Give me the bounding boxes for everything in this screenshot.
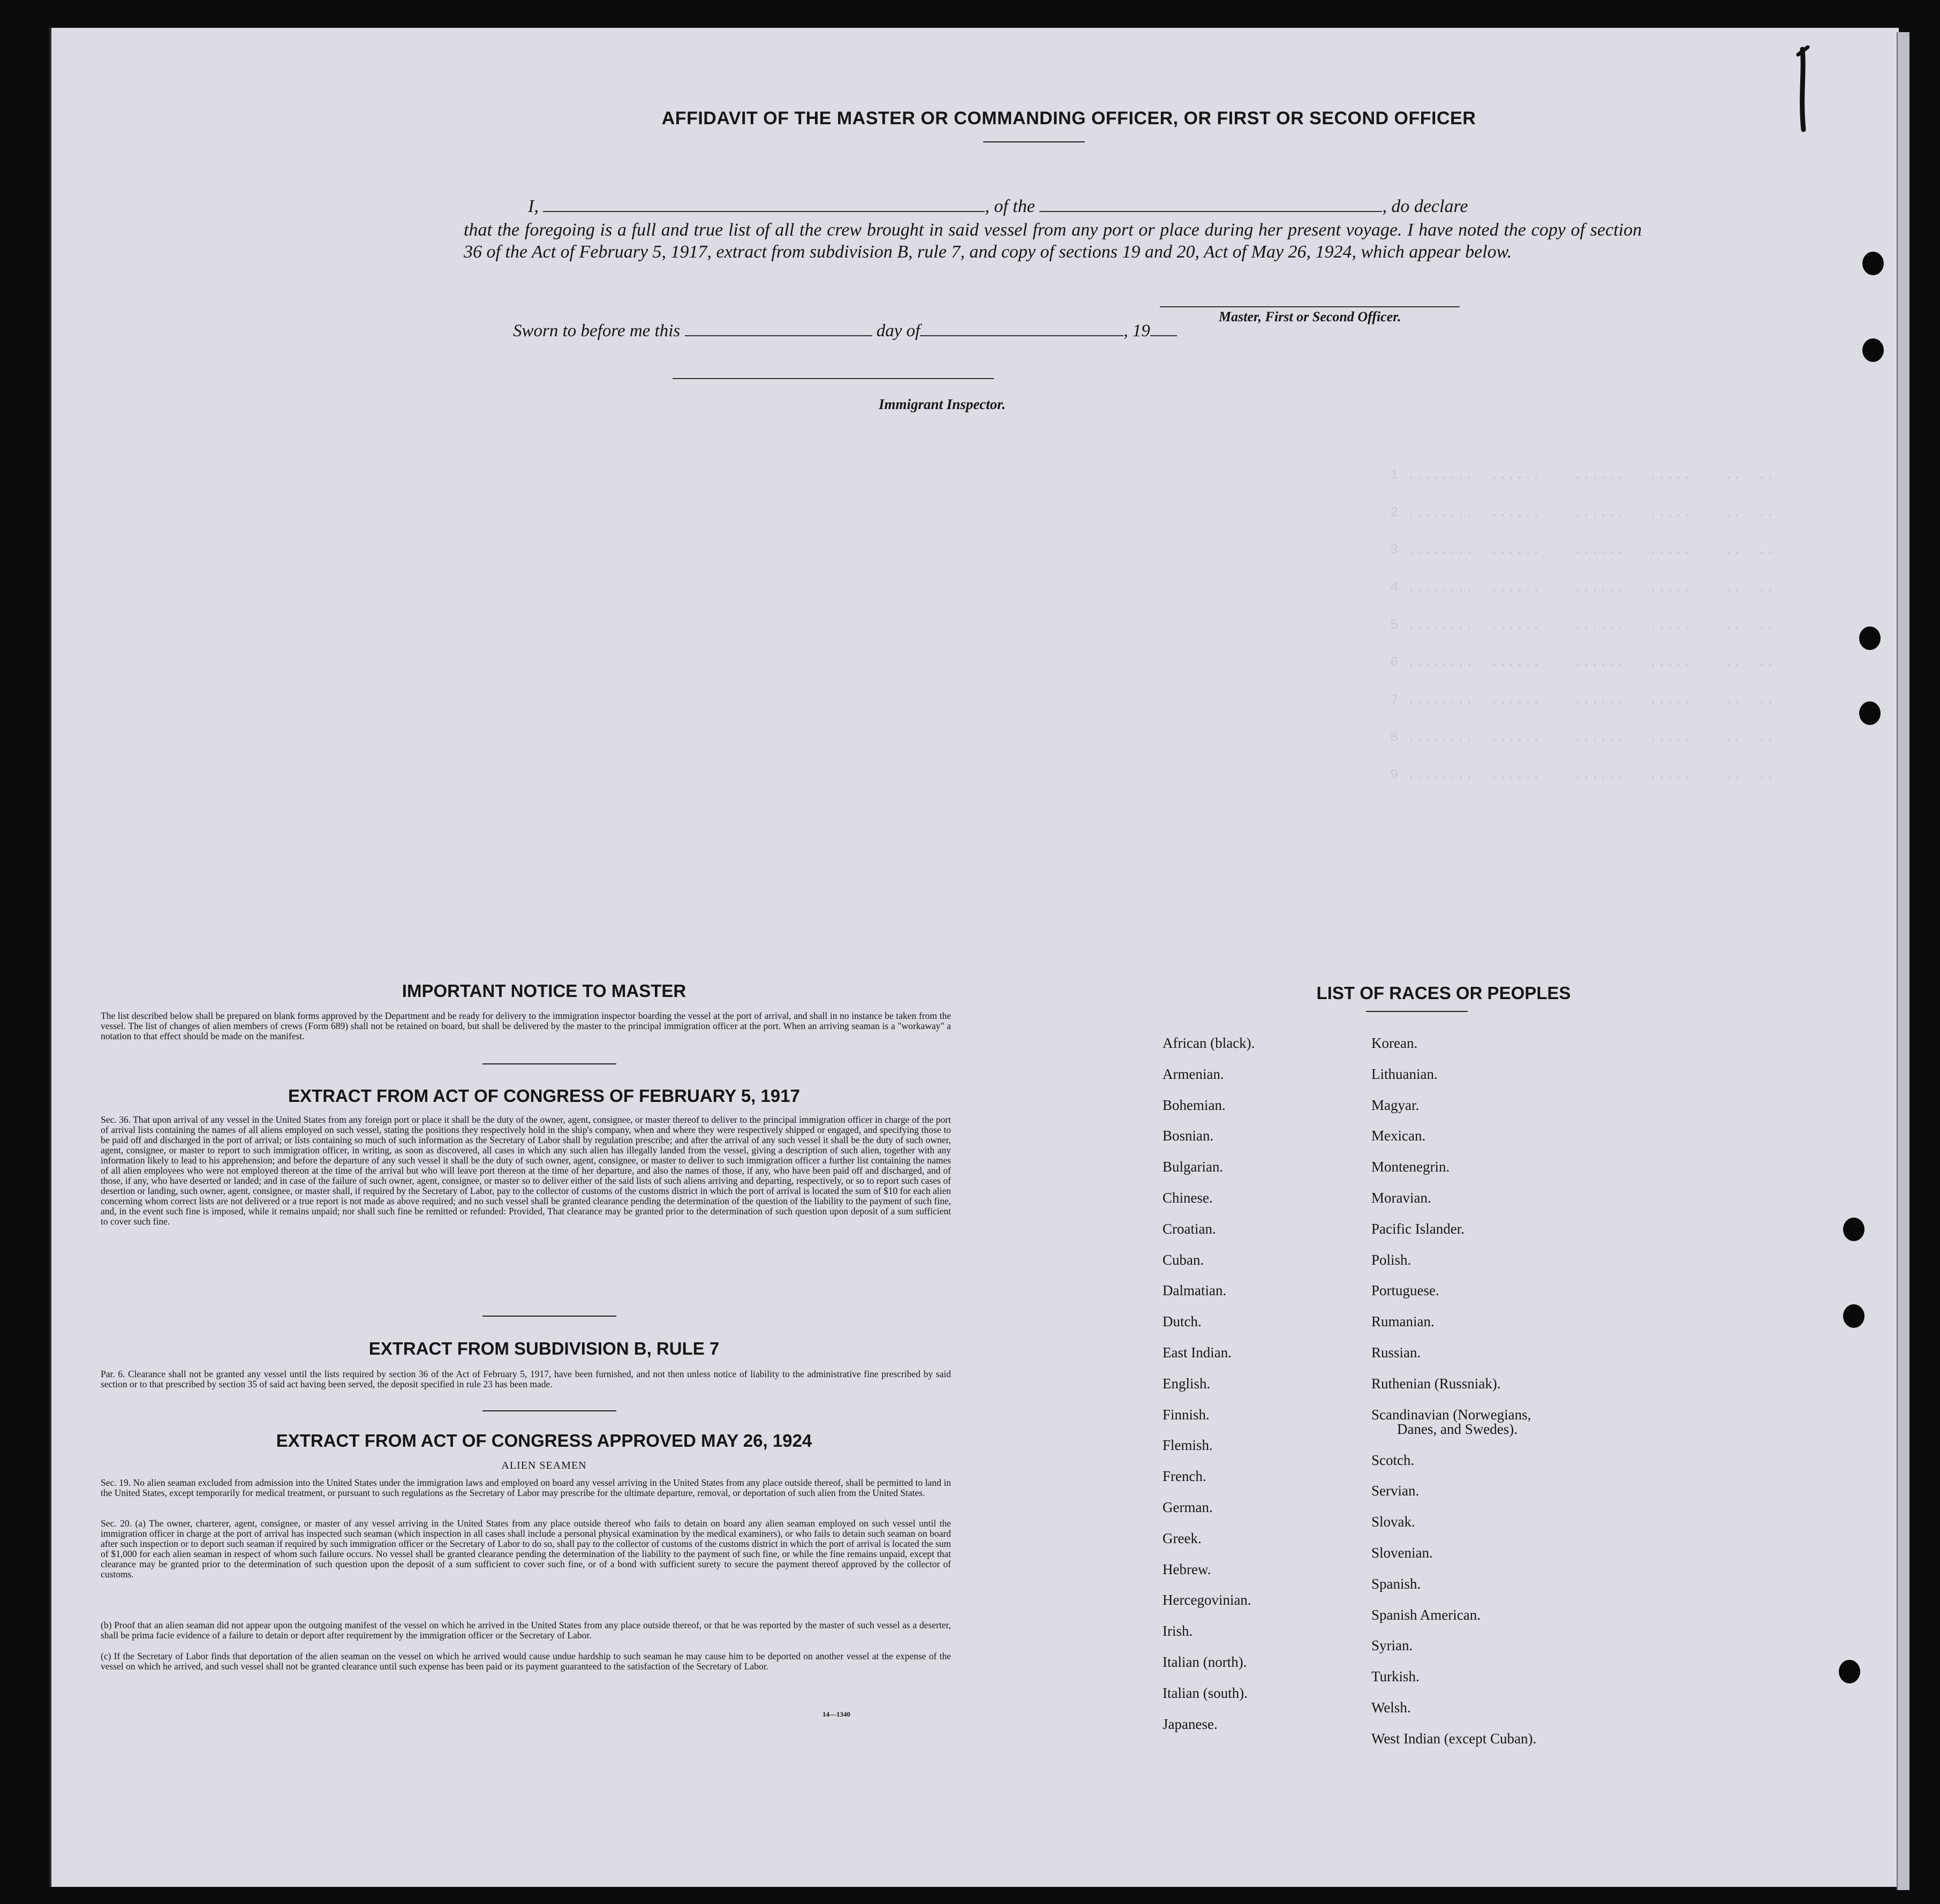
race-item: Japanese. bbox=[1163, 1716, 1218, 1732]
extract-1917-title: EXTRACT FROM ACT OF CONGRESS OF FEBRUARY 5, 1917 bbox=[288, 1086, 800, 1106]
race-item: Chinese. bbox=[1163, 1189, 1213, 1206]
races-title-rule bbox=[1366, 1011, 1468, 1012]
extract-1924-subtitle: ALIEN SEAMEN bbox=[501, 1460, 587, 1471]
punch-hole bbox=[1843, 1304, 1864, 1328]
race-item: African (black). bbox=[1163, 1035, 1255, 1051]
race-item: Russian. bbox=[1371, 1344, 1421, 1361]
punch-hole bbox=[1862, 252, 1884, 275]
punch-hole bbox=[1859, 626, 1881, 650]
affidavit-body: that the foregoing is a full and true list of all the crew brought in said vessel from any port or place during her present voyage. I have noted the copy of section 36 of the Act of February 5, 1917, extract from subdivision B, rule 7, and copy of sections 19 and 20, Act of May 26, 1924, which appear below. bbox=[464, 220, 1642, 262]
race-item: Korean. bbox=[1371, 1035, 1418, 1051]
affidavit-name-blank bbox=[543, 211, 985, 212]
notice-body: The list described below shall be prepared on blank forms approved by the Department and be ready for delivery to the immigration inspector boarding the vessel at the port of arrival, and shall in no instance be taken from the vessel. The list of changes of alien members of crews (Form 689) shall not be retained on board, but shall be delivered by the master to the principal immigration officer at the port. When an arriving seaman is a "workaway" a notation to that effect should be made on the manifest. bbox=[101, 1010, 951, 1041]
races-list-left bbox=[1163, 1028, 1255, 1740]
race-item: Dalmatian. bbox=[1163, 1282, 1227, 1299]
race-item: Dutch. bbox=[1163, 1313, 1202, 1330]
race-item: Turkish. bbox=[1371, 1668, 1420, 1685]
race-item: Danes, and Swedes). bbox=[1397, 1421, 1518, 1437]
notice-title: IMPORTANT NOTICE TO MASTER bbox=[402, 981, 686, 1001]
race-item: Bosnian. bbox=[1163, 1128, 1214, 1144]
race-item: Spanish. bbox=[1371, 1575, 1421, 1592]
form-number: 14—1340 bbox=[822, 1710, 850, 1718]
affidavit-of-the-label: , of the bbox=[985, 197, 1035, 216]
sworn-month-blank bbox=[920, 335, 1123, 336]
sworn-year-blank bbox=[1150, 335, 1177, 336]
race-item: Armenian. bbox=[1163, 1066, 1224, 1082]
sworn-line bbox=[513, 321, 1177, 341]
race-item: Cuban. bbox=[1163, 1251, 1204, 1268]
races-title: LIST OF RACES OR PEOPLES bbox=[1316, 983, 1571, 1003]
affidavit-declare-label: , do declare bbox=[1382, 197, 1468, 216]
race-item: West Indian (except Cuban). bbox=[1371, 1730, 1537, 1747]
race-item: Polish. bbox=[1371, 1251, 1411, 1268]
race-item: Lithuanian. bbox=[1371, 1066, 1438, 1082]
sworn-label: Sworn to before me this bbox=[513, 321, 681, 341]
notice-rule bbox=[482, 1063, 616, 1064]
race-item: Italian (north). bbox=[1163, 1653, 1247, 1670]
form-page bbox=[49, 28, 1899, 1887]
affidavit-title-rule bbox=[983, 141, 1085, 142]
handwritten-mark bbox=[1786, 44, 1818, 140]
race-item: Mexican. bbox=[1371, 1128, 1426, 1144]
extract-1917-rule bbox=[482, 1316, 616, 1317]
races-list-right bbox=[1371, 1028, 1536, 1755]
race-item: Spanish American. bbox=[1371, 1606, 1481, 1623]
race-item: Finnish. bbox=[1163, 1406, 1210, 1423]
sworn-day-blank bbox=[685, 335, 872, 336]
race-item: Magyar. bbox=[1371, 1097, 1420, 1113]
race-item: Rumanian. bbox=[1371, 1313, 1435, 1330]
race-item: Hebrew. bbox=[1163, 1561, 1211, 1577]
extract-1924-title: EXTRACT FROM ACT OF CONGRESS APPROVED MAY 26, 1924 bbox=[276, 1431, 812, 1450]
inspector-label: Immigrant Inspector. bbox=[879, 396, 1006, 412]
race-item: Flemish. bbox=[1163, 1437, 1213, 1454]
race-item: Slovenian. bbox=[1371, 1544, 1433, 1561]
punch-hole bbox=[1859, 701, 1881, 725]
race-item: German. bbox=[1163, 1499, 1213, 1515]
race-item: Bohemian. bbox=[1163, 1097, 1226, 1113]
race-item: Scandinavian (Norwegians, bbox=[1371, 1406, 1531, 1423]
extract-rule7-body: Par. 6. Clearance shall not be granted any vessel until the lists required by section 36 of the Act of February 5, 1917, have been furnished, and not then unless notice of liability to the administrative fine prescribed by said section or to that prescribed by section 35 of said act having been served, the deposit specified in rule 23 has been made. bbox=[101, 1369, 951, 1389]
extract-1924-sec20c: (c) If the Secretary of Labor finds that deportation of the alien seaman on the vessel on which he arrived would cause undue hardship to such seaman he may cause him to be deported on another vessel at the expense of the vessel on which he arrived, and such vessel shall not be granted clearance until such expense has been paid or its payment guaranteed to the satisfaction of the Secretary of Labor. bbox=[101, 1651, 951, 1672]
extract-1924-sec19: Sec. 19. No alien seaman excluded from admission into the United States under the immigration laws and employed on board any vessel arriving in the United States from any place outside thereof, shall be permitted to land in the United States, except temporarily for medical treatment, or pursuant to such regulations as the Secretary of Labor may prescribe for the ultimate departure, removal, or deportation of such alien from the United States. bbox=[101, 1477, 951, 1498]
extract-1924-sec20b: (b) Proof that an alien seaman did not appear upon the outgoing manifest of the vessel on which he arrived in the United States from any place outside thereof, or that he was reported by the master of such vessel as a deserter, shall be prima facie evidence of a failure to detain or deport after requirement by the immigration officer or the Secretary of Labor. bbox=[101, 1620, 951, 1641]
race-item: Italian (south). bbox=[1163, 1684, 1248, 1701]
race-item: East Indian. bbox=[1163, 1344, 1232, 1361]
extract-1924-sec20a: Sec. 20. (a) The owner, charterer, agent, consignee, or master of any vessel arriving in the United States from any place outside thereof who fails to detain on board any alien seaman employed on such vessel until the immigration officer in charge at the port of arrival has inspected such seaman (which inspection in all cases shall include a personal physical examination by the medical examiners), or who fails to detain such seaman on board after such inspection or to deport such seaman if required by such immigration officer or the Secretary of Labor to do so, shall pay to the collector of customs of the customs district in which the port of arrival is located the sum of $1,000 for each alien seaman in respect of whom such failure occurs. No vessel shall be granted clearance pending the determination of the liability to the payment of such fine, or while the fine remains unpaid, except that clearance may be granted prior to the determination of such question upon the deposit of a sum sufficient to cover such fine, or of a bond with sufficient surety to secure the payment thereof approved by the collector of customs. bbox=[101, 1518, 951, 1580]
race-item: Welsh. bbox=[1371, 1699, 1411, 1716]
race-item: Servian. bbox=[1371, 1483, 1420, 1499]
race-item: English. bbox=[1163, 1375, 1211, 1392]
punch-hole bbox=[1862, 338, 1884, 362]
page-edge bbox=[1897, 32, 1909, 1890]
race-item: Portuguese. bbox=[1371, 1282, 1439, 1299]
signature-label: Master, First or Second Officer. bbox=[1219, 309, 1401, 324]
punch-hole bbox=[1839, 1660, 1860, 1683]
race-item: Scotch. bbox=[1371, 1452, 1415, 1468]
bleed-through-texture: 1 ........ ...... ...... ..... .. .. 2 ........ ...... ...... ..... .. .. 3 ........ ...... ...... ..... .. .. 4 ........ ...... ...... ..... .. .. 5 ........ ...... ...... ..... .. .. 6 ........ ...... ...... ..... .. .. 7 ........ ...... ...... ..... .. .. 8 ........ ...... ...... ..... .. .. 9 ........ ...... ...... ..... .. .. bbox=[1390, 467, 1775, 783]
inspector-signature-blank bbox=[673, 378, 994, 379]
race-item: Slovak. bbox=[1371, 1514, 1415, 1530]
extract-rule7-rule bbox=[482, 1410, 616, 1411]
race-item: Montenegrin. bbox=[1371, 1159, 1450, 1175]
punch-hole bbox=[1843, 1218, 1864, 1241]
signature-blank bbox=[1160, 306, 1460, 307]
day-of-label: day of bbox=[876, 321, 920, 341]
race-item: Hercegovinian. bbox=[1163, 1592, 1251, 1608]
race-item: Pacific Islander. bbox=[1371, 1220, 1465, 1237]
extract-1917-body: Sec. 36. That upon arrival of any vessel in the United States from any foreign port or place it shall be the duty of the owner, agent, consignee, or master thereof to deliver to the principal immigration officer in charge of the port of arrival lists containing the names of all aliens employed on such vessel, stating the positions they respectively hold in the ship's company, when and where they were respectively shipped or engaged, and specifying those to be paid off and discharged in the port of arrival; or lists containing so much of such information as the Secretary of Labor shall by regulation prescribe; and after the arrival of any such vessel it shall be the duty of such owner, agent, consignee, or master to report to such immigration officer, in writing, as soon as discovered, all cases in which any such alien has illegally landed from the vessel, giving a description of such alien, together with any information likely to lead to his apprehension; and before the departure of any such vessel it shall be the duty of such owner, agent, consignee, or master to deliver to such immigration officer a further list containing the names of all alien employees who were not employed thereon at the time of the arrival but who will leave port thereon at the time of her departure, and also the names of those, if any, who have been paid off and discharged, and of those, if any, who have deserted or landed; and in case of the failure of such owner, agent, consignee, or master so to deliver either of the said lists of such aliens arriving and departing, respectively, or so to report such cases of desertion or landing, such owner, agent, consignee, or master shall, if required by the Secretary of Labor, pay to the collector of customs of the customs district in which the port of arrival is located the sum of $10 for each alien concerning whom correct lists are not delivered or a true report is not made as above required; and no such vessel shall be granted clearance pending the determination of the question of the liability to the payment of such fine, and, in the event such fine is imposed, while it remains unpaid; nor shall such fine be remitted or refunded: Provided, That clearance may be granted prior to the determination of such question upon deposit of a sum sufficient to cover such fine. bbox=[101, 1114, 951, 1227]
race-item: Moravian. bbox=[1371, 1189, 1431, 1206]
affidavit-i-label: I, bbox=[528, 197, 539, 216]
affidavit-declaration-line bbox=[528, 197, 1642, 217]
race-item: Croatian. bbox=[1163, 1220, 1216, 1237]
affidavit-title: AFFIDAVIT OF THE MASTER OR COMMANDING OFFICER, OR FIRST OR SECOND OFFICER bbox=[661, 108, 1476, 129]
race-item: Greek. bbox=[1163, 1530, 1202, 1546]
race-item: Ruthenian (Russniak). bbox=[1371, 1375, 1501, 1392]
race-item: Bulgarian. bbox=[1163, 1159, 1224, 1175]
year-label: , 19 bbox=[1123, 321, 1150, 341]
extract-rule7-title: EXTRACT FROM SUBDIVISION B, RULE 7 bbox=[368, 1339, 720, 1358]
affidavit-vessel-blank bbox=[1039, 211, 1382, 212]
race-item: Syrian. bbox=[1371, 1637, 1413, 1654]
race-item: Irish. bbox=[1163, 1623, 1193, 1639]
race-item: French. bbox=[1163, 1468, 1206, 1485]
